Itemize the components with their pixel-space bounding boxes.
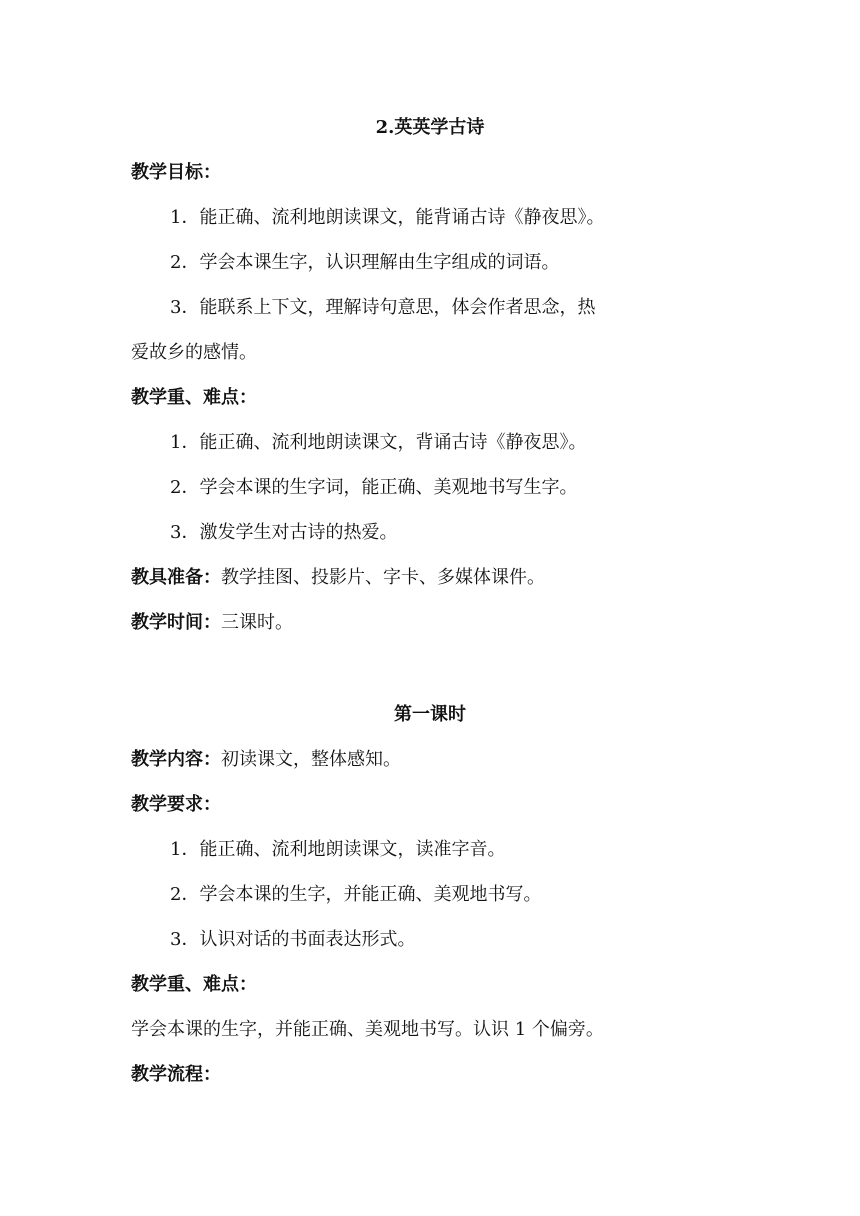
lesson1-requirement-item-2: 2．学会本课的生字，并能正确、美观地书写。 bbox=[170, 884, 542, 905]
time-label: 教学时间： bbox=[131, 612, 221, 633]
objective-item-2: 2．学会本课生字，认识理解由生字组成的词语。 bbox=[170, 252, 560, 273]
document-title: 2.英英学古诗 bbox=[375, 117, 485, 138]
lesson1-key-points-text: 学会本课的生字，并能正确、美观地书写。认识 1 个偏旁。 bbox=[131, 1019, 604, 1040]
objective-item-3-cont: 爱故乡的感情。 bbox=[131, 342, 257, 363]
lesson1-title: 第一课时 bbox=[394, 704, 466, 725]
lesson1-content-line bbox=[131, 748, 401, 772]
lesson1-key-points-heading: 教学重、难点： bbox=[131, 974, 257, 995]
key-point-item-3: 3．激发学生对古诗的热爱。 bbox=[170, 522, 398, 543]
materials-label: 教具准备： bbox=[131, 567, 221, 588]
lesson1-requirement-item-1: 1．能正确、流利地朗读课文，读准字音。 bbox=[170, 839, 506, 860]
key-point-item-1: 1．能正确、流利地朗读课文，背诵古诗《静夜思》。 bbox=[170, 432, 587, 453]
objective-item-3: 3．能联系上下文，理解诗句意思，体会作者思念，热 bbox=[170, 297, 596, 318]
lesson1-content-label: 教学内容： bbox=[131, 749, 221, 770]
lesson1-requirement-item-3: 3．认识对话的书面表达形式。 bbox=[170, 929, 416, 950]
lesson1-process-heading: 教学流程： bbox=[131, 1064, 221, 1085]
time-value: 三课时。 bbox=[221, 612, 293, 633]
lesson1-requirements-heading: 教学要求： bbox=[131, 794, 221, 815]
key-point-item-2: 2．学会本课的生字词，能正确、美观地书写生字。 bbox=[170, 477, 578, 498]
objective-item-1: 1．能正确、流利地朗读课文，能背诵古诗《静夜思》。 bbox=[170, 207, 605, 228]
lesson1-content-value: 初读课文，整体感知。 bbox=[221, 749, 401, 770]
time-line bbox=[131, 611, 293, 635]
materials-value: 教学挂图、投影片、字卡、多媒体课件。 bbox=[221, 567, 545, 588]
key-points-heading: 教学重、难点： bbox=[131, 387, 257, 408]
objectives-heading: 教学目标： bbox=[131, 162, 221, 183]
materials-line bbox=[131, 566, 545, 590]
